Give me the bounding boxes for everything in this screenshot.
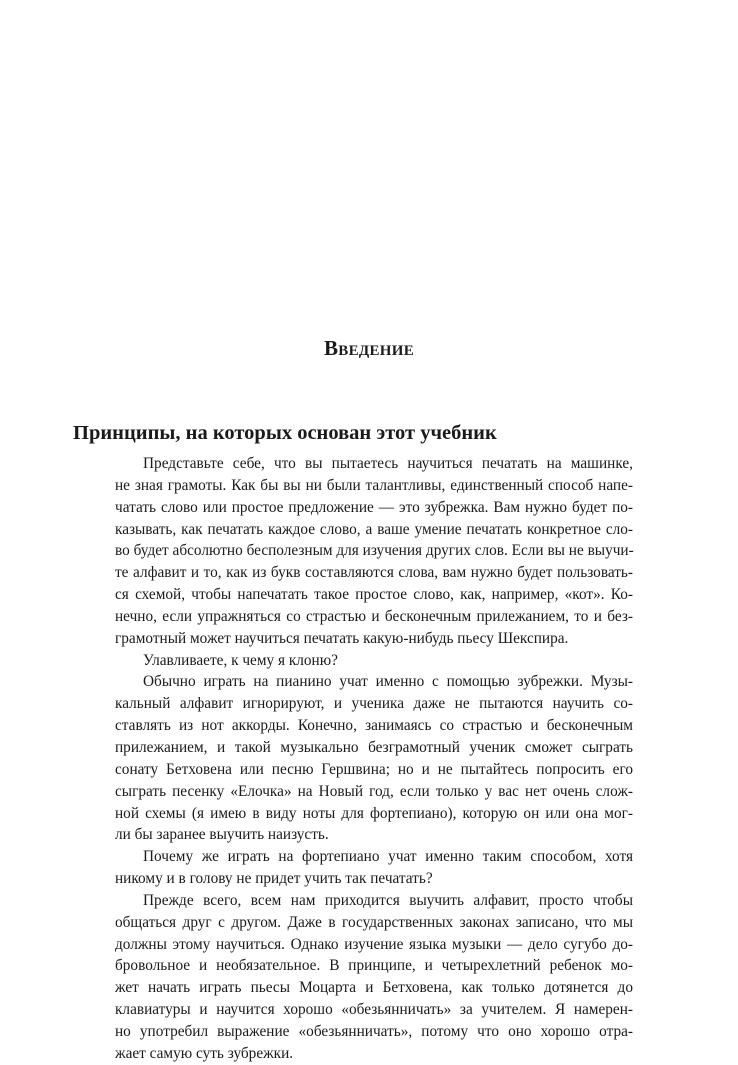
text-line: Прежде всего, всем нам приходится выучить алфавит, просто чтобы <box>143 891 633 909</box>
text-line: клавиатуры и научится хорошо «обезьянничать» за учителем. Я намерен- <box>115 1001 633 1019</box>
text-line: те алфавит и то, как из букв составляются слова, вам нужно будет пользовать- <box>115 564 633 582</box>
paragraph-1 <box>115 453 633 650</box>
paragraph-3 <box>115 671 633 846</box>
text-line: жет начать играть пьесы Моцарта и Бетховена, как только дотянется до <box>115 979 633 997</box>
text-line: Улавливаете, к чему я клоню? <box>143 651 338 669</box>
section-heading: Принципы, на которых основан этот учебник <box>73 422 497 444</box>
text-line: ли бы заранее выучить наизусть. <box>115 826 329 844</box>
text-line: кальный алфавит игнорируют, и ученика даже не пытаются научить со- <box>115 695 633 713</box>
text-line: Обычно играть на пианино учат именно с помощью зубрежки. Музы- <box>143 673 633 691</box>
text-line: грамотный может научиться печатать какую-нибудь пьесу Шекспира. <box>115 629 569 647</box>
text-line: но употребил выражение «обезьянничать», потому что оно хорошо отра- <box>115 1022 633 1040</box>
text-line: никому и в голову не придет учить так печатать? <box>115 870 433 888</box>
text-line: не зная грамоты. Как бы вы ни были талантливы, единственный способ напе- <box>115 476 633 494</box>
paragraph-2 <box>115 650 633 672</box>
text-line: сыграть песенку «Елочка» на Новый год, если только у вас нет очень слож- <box>115 782 633 800</box>
chapter-title <box>0 336 738 361</box>
text-line: казывать, как печатать каждое слово, а ваше умение печатать конкретное сло- <box>115 520 633 538</box>
text-line: нечно, если упражняться со страстью и бесконечным прилежанием, то и без- <box>115 607 633 625</box>
text-line: чатать слово или простое предложение — это зубрежка. Вам нужно будет по- <box>115 498 633 516</box>
body-text <box>115 453 633 1065</box>
text-line: должны этому научиться. Однако изучение языка музыки — дело сугубо до- <box>115 935 633 953</box>
text-line: жает самую суть зубрежки. <box>115 1044 294 1062</box>
paragraph-5 <box>115 890 633 1065</box>
chapter-title-text: Введение <box>323 336 415 360</box>
text-line: во будет абсолютно бесполезным для изучения других слов. Если вы не выучи- <box>115 542 634 560</box>
text-line: бровольное и необязательное. В принципе, и четырехлетний ребенок мо- <box>115 957 633 975</box>
text-line: Представьте себе, что вы пытаетесь научиться печатать на машинке, <box>143 455 633 472</box>
text-line: ся схемой, чтобы напечатать такое простое слово, как, например, «кот». Ко- <box>115 586 633 604</box>
text-line: Почему же играть на фортепиано учат именно таким способом, хотя <box>143 848 633 866</box>
paragraph-4 <box>115 846 633 890</box>
text-line: общаться друг с другом. Даже в государственных законах записано, что мы <box>115 913 633 931</box>
text-line: сонату Бетховена или песню Гершвина; но и не пытайтесь попросить его <box>115 760 633 778</box>
text-line: прилежанием, и такой музыкально безграмотный ученик сможет сыграть <box>115 738 633 756</box>
text-line: ставлять из нот аккорды. Конечно, занимаясь со страстью и бесконечным <box>115 717 633 735</box>
text-line: ной схемы (я имею в виду ноты для фортепиано), которую он или она мог- <box>115 804 633 822</box>
